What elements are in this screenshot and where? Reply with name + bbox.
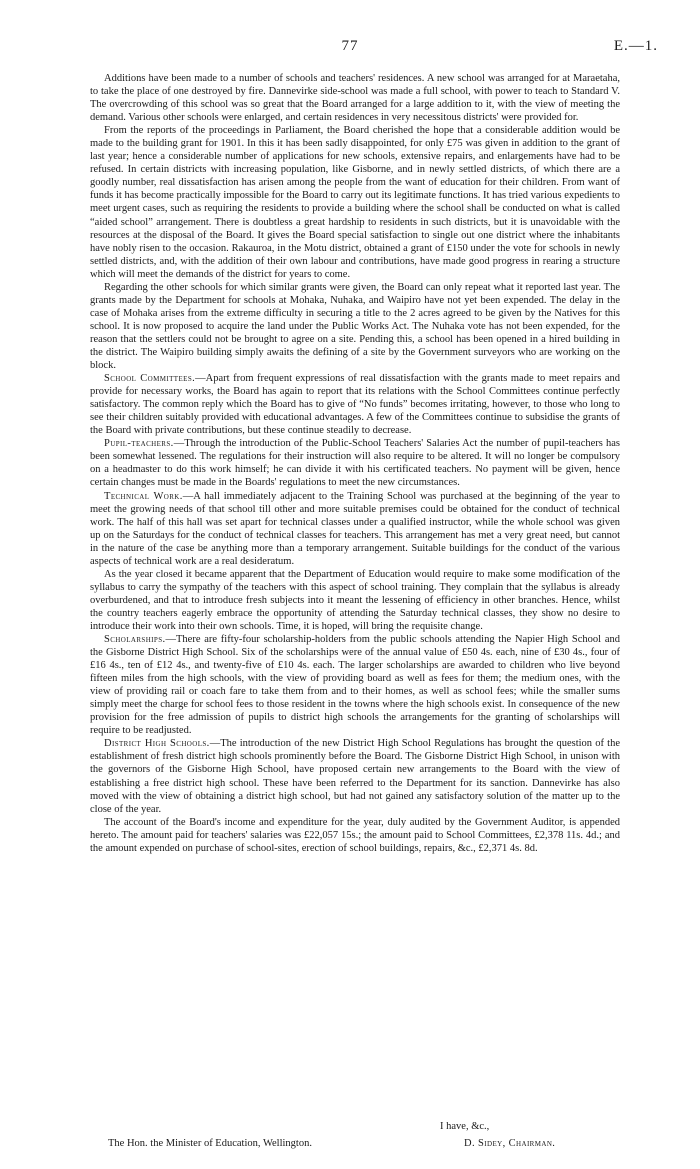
paragraph-text: —The introduction of the new District High School Regulations has brought the question of the establishment of fresh district high schools prominently before the Board. The Gisborne District High School, in unison with the governors of the Gisborne High School, have proposed certain new arrangements to the Board with the view of establishing a free district high school. These have been referred to the Department for its sanction. Dannevirke has also moved with the view of obtaining a district high school, but had not gained any satisfactory solution of the matter up to the close of the year. [90,738,620,815]
paragraph-district-high-schools [90,737,620,815]
paragraph-technical-work [90,490,620,568]
paragraph-text: Additions have been made to a number of schools and teachers' residences. A new school was arranged for at Maraetaha, to take the place of one destroyed by fire. Dannevirke side-school was made a full school, with power to teach to Standard V. The overcrowding of this school was so great that the Board arranged for a large addition to it, with the view of meeting the demand. Various other schools were enlarged, and certain residences in very necessitous districts' were provided for. [90,73,620,124]
paragraph-school-committees [90,372,620,437]
paragraph-text: —There are fifty-four scholarship-holders from the public schools attending the Napier High School and the Gisborne District High School. Six of the scholarships were of the annual value of £50 4s. each, nine of £30 4s., four of £16 4s., ten of £12 4s., and twenty-five of £10 4s. each. The larger scholarships are awarded to children who live beyond fifteen miles from the high schools, with the view of providing board as well as fees for them; the medium ones, with the view of providing rail or coach fare to take them from and to their homes, as well as school fees; while the smaller sums simply meet the charge for school fees to those resident in the towns where the high schools exist. In consequence of the new provision for the free admission of pupils to district high schools the arrangements for the granting of scholarships will require to be readjusted. [90,634,620,737]
paragraph-scholarships [90,633,620,737]
section-heading: Scholarships. [104,634,166,646]
paragraph-text: From the reports of the proceedings in Parliament, the Board cherished the hope that a considerable addition would be made to the building grant for 1901. In this it has been sadly disappointed, for only £75 was given in addition to the grant of last year; hence a considerable number of applications for new schools, extensive repairs, and enlargements have had to be refused. In certain districts with increasing population, like Gisborne, and in newly settled districts, of which there are a goodly number, real dissatisfaction has arisen among the people from the want of education for their children. From want of funds it has become practically impossible for the Board to carry out its legitimate functions. It has tried various expedients to meet urgent cases, such as requiring the residents to provide a building where the school shall be conducted on what is called “aided school” arrangement. There is doubtless a great hardship to residents in such districts, but it is unavoidable with the resources at the disposal of the Board. It gives the Board special satisfaction to single out one district where the inhabitants have nobly risen to the occasion. Rakauroa, in the Motu district, obtained a grant of £150 under the vote for schools in newly settled districts, and, with the addition of their own labour and contributions, have made good progress in rearing a structure which will meet the demands of the district for years to come. [90,125,620,280]
paragraph-additions [90,72,620,124]
paragraph-building-grant [90,124,620,281]
section-heading: Pupil-teachers. [104,438,174,450]
paragraph-text: As the year closed it became apparent that the Department of Education would require to make some modification of the syllabus to carry the sympathy of the teachers with this aspect of school training. They complain that the syllabus is already overburdened, and that to introduce fresh subjects into it meant the lessening of efficiency in other branches. Hence, whilst the country teachers eagerly embrace the opportunity of attending the Saturday technical classes, they show no desire to introduce their work into their own schools. Time, it is hoped, will bring the requisite change. [90,568,620,632]
report-body [90,72,620,855]
section-heading: Technical Work. [104,490,183,502]
paragraph-syllabus [90,568,620,633]
paragraph-text: Regarding the other schools for which similar grants were given, the Board can only repeat what it reported last year. The grants made by the Department for schools at Mohaka, Nuhaka, and Waipiro have not yet been expended. The delay in the case of Mohaka arises from the extreme difficulty in securing a title to the 2 acres agreed to be given by the Natives for this school. It is now proposed to acquire the land under the Public Works Act. The Nuhaka vote has not been expended, for the reason that the settlers could not be brought to agree on a site. Pending this, a school has been opened in a hired building in the district. The Waipiro building simply awaits the defining of a site by the Government surveyors who are working on the block. [90,281,620,372]
section-heading: School Committees. [104,373,196,385]
paragraph-pupil-teachers [90,437,620,489]
paragraph-text: —Through the introduction of the Public-School Teachers' Salaries Act the number of pupil-teachers has been somewhat lessened. The regulations for their instruction will also require to be altered. It will no longer be compulsory on a headmaster to do this work himself; he can divide it with his certificated teachers. No payment will be given, hence certain changes must be made in the Boards' regulations to meet the new circumstances. [90,438,620,489]
addressee: The Hon. the Minister of Education, Wellington. [108,1138,312,1149]
paragraph-text: The account of the Board's income and expenditure for the year, duly audited by the Government Auditor, is appended hereto. The amount paid for teachers' salaries was £22,057 15s.; the amount paid to School Committees, £2,378 11s. 4d.; and the amount expended on purchase of school-sites, erection of school buildings, repairs, &c., £2,371 4s. 8d. [90,816,620,854]
signatory: D. Sidey, Chairman. [464,1138,556,1149]
paragraph-similar-grants [90,281,620,372]
paragraph-accounts [90,816,620,855]
report-code: E.—1. [613,38,658,54]
closing-salutation: I have, &c., [440,1121,490,1132]
section-heading: District High Schools. [104,738,210,750]
paragraph-text: —Apart from frequent expressions of real dissatisfaction with the grants made to meet repairs and provide for necessary works, the Board has again to report that its relations with the School Committees continue perfectly satisfactory. The common reply which the Board has to give of “No funds” becomes irritating, however, to those who long to see their children suitably provided with educational advantages. A few of the Committees continue to subsidise the grants of the Board with private contributions, but these continue steadily to decrease. [90,373,621,437]
paragraph-text: —A hall immediately adjacent to the Training School was purchased at the beginning of the year to meet the growing needs of that school till other and more suitable premises could be obtained for the conduct of technical work. The half of this hall was set apart for technical classes under a qualified instructor, while the whole school was given up on the Saturdays for the conduct of technical classes for teachers. This arrangement has met a very great need, but cannot in the nature of the case be anything more than a temporary arrangement. Suitable buildings for the conduct of the various aspects of technical work are a real desideratum. [90,490,620,567]
page-number: 77 [341,38,359,54]
